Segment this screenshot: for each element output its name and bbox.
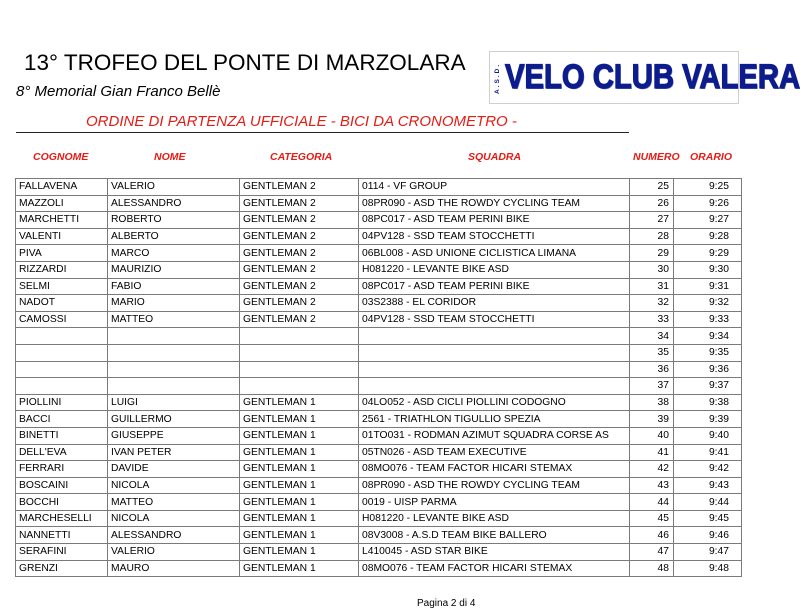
cell-numero: 34 <box>630 328 674 345</box>
cell-orario: 9:42 <box>674 461 742 478</box>
cell-orario: 9:34 <box>674 328 742 345</box>
cell-categoria: GENTLEMAN 1 <box>240 427 359 444</box>
cell-numero: 26 <box>630 195 674 212</box>
table-row <box>16 361 742 378</box>
col-header-nome: NOME <box>154 151 186 163</box>
cell-categoria <box>240 361 359 378</box>
cell-squadra: 08MO076 - TEAM FACTOR HICARI STEMAX <box>359 560 630 577</box>
cell-orario: 9:45 <box>674 510 742 527</box>
cell-squadra: 08PR090 - ASD THE ROWDY CYCLING TEAM <box>359 195 630 212</box>
cell-orario: 9:41 <box>674 444 742 461</box>
cell-nome: ALBERTO <box>108 228 240 245</box>
cell-nome: ALESSANDRO <box>108 527 240 544</box>
cell-numero: 25 <box>630 179 674 196</box>
cell-squadra: 05TN026 - ASD TEAM EXECUTIVE <box>359 444 630 461</box>
cell-cognome: BOCCHI <box>16 494 108 511</box>
cell-categoria: GENTLEMAN 1 <box>240 461 359 478</box>
cell-nome: NICOLA <box>108 510 240 527</box>
cell-categoria: GENTLEMAN 1 <box>240 527 359 544</box>
cell-numero: 37 <box>630 378 674 395</box>
table-row <box>16 394 742 411</box>
cell-numero: 27 <box>630 212 674 229</box>
cell-squadra: H081220 - LEVANTE BIKE ASD <box>359 510 630 527</box>
cell-categoria: GENTLEMAN 2 <box>240 311 359 328</box>
cell-numero: 44 <box>630 494 674 511</box>
cell-categoria <box>240 344 359 361</box>
cell-numero: 39 <box>630 411 674 428</box>
table-row <box>16 527 742 544</box>
cell-nome: MATTEO <box>108 311 240 328</box>
cell-numero: 28 <box>630 228 674 245</box>
table-row <box>16 378 742 395</box>
cell-orario: 9:35 <box>674 344 742 361</box>
table-row <box>16 544 742 561</box>
table-row <box>16 195 742 212</box>
cell-cognome: NANNETTI <box>16 527 108 544</box>
table-row <box>16 278 742 295</box>
cell-cognome: GRENZI <box>16 560 108 577</box>
cell-cognome: NADOT <box>16 295 108 312</box>
cell-nome: FABIO <box>108 278 240 295</box>
cell-nome <box>108 328 240 345</box>
cell-orario: 9:39 <box>674 411 742 428</box>
cell-orario: 9:33 <box>674 311 742 328</box>
cell-squadra: 08MO076 - TEAM FACTOR HICARI STEMAX <box>359 461 630 478</box>
table-row <box>16 477 742 494</box>
cell-cognome: RIZZARDI <box>16 261 108 278</box>
cell-cognome: BINETTI <box>16 427 108 444</box>
cell-cognome: BOSCAINI <box>16 477 108 494</box>
cell-nome: MAURIZIO <box>108 261 240 278</box>
logo-text: VELO CLUB VALERA <box>505 58 800 96</box>
cell-nome: MARCO <box>108 245 240 262</box>
start-list-body <box>16 179 742 577</box>
cell-numero: 41 <box>630 444 674 461</box>
col-header-cognome: COGNOME <box>33 151 89 163</box>
cell-categoria: GENTLEMAN 1 <box>240 411 359 428</box>
cell-orario: 9:46 <box>674 527 742 544</box>
cell-squadra: 04LO052 - ASD CICLI PIOLLINI CODOGNO <box>359 394 630 411</box>
cell-cognome: CAMOSSI <box>16 311 108 328</box>
cell-categoria: GENTLEMAN 1 <box>240 560 359 577</box>
table-row <box>16 444 742 461</box>
cell-cognome <box>16 344 108 361</box>
cell-squadra: 08PC017 - ASD TEAM PERINI BIKE <box>359 212 630 229</box>
cell-nome: ROBERTO <box>108 212 240 229</box>
cell-nome <box>108 361 240 378</box>
cell-numero: 45 <box>630 510 674 527</box>
cell-squadra: L410045 - ASD STAR BIKE <box>359 544 630 561</box>
cell-nome: MAURO <box>108 560 240 577</box>
cell-categoria <box>240 328 359 345</box>
cell-nome: LUIGI <box>108 394 240 411</box>
cell-orario: 9:43 <box>674 477 742 494</box>
logo-asd-label: A.S.D. <box>494 62 501 94</box>
cell-nome: GUILLERMO <box>108 411 240 428</box>
cell-cognome <box>16 328 108 345</box>
cell-numero: 47 <box>630 544 674 561</box>
cell-nome: ALESSANDRO <box>108 195 240 212</box>
cell-nome: MARIO <box>108 295 240 312</box>
cell-nome: GIUSEPPE <box>108 427 240 444</box>
table-row <box>16 245 742 262</box>
cell-categoria: GENTLEMAN 2 <box>240 295 359 312</box>
table-row <box>16 311 742 328</box>
col-header-orario: ORARIO <box>690 151 732 163</box>
cell-numero: 31 <box>630 278 674 295</box>
page-subtitle: 8° Memorial Gian Franco Bellè <box>16 83 221 100</box>
cell-cognome: VALENTI <box>16 228 108 245</box>
cell-squadra <box>359 361 630 378</box>
cell-numero: 29 <box>630 245 674 262</box>
table-row <box>16 411 742 428</box>
col-header-squadra: SQUADRA <box>468 151 522 163</box>
cell-cognome: DELL'EVA <box>16 444 108 461</box>
cell-squadra: 03S2388 - EL CORIDOR <box>359 295 630 312</box>
cell-cognome <box>16 378 108 395</box>
cell-squadra: 08V3008 - A.S.D TEAM BIKE BALLERO <box>359 527 630 544</box>
cell-categoria: GENTLEMAN 1 <box>240 510 359 527</box>
cell-squadra: 08PC017 - ASD TEAM PERINI BIKE <box>359 278 630 295</box>
cell-cognome <box>16 361 108 378</box>
cell-cognome: FERRARI <box>16 461 108 478</box>
cell-orario: 9:31 <box>674 278 742 295</box>
table-row <box>16 261 742 278</box>
cell-nome: VALERIO <box>108 179 240 196</box>
cell-orario: 9:48 <box>674 560 742 577</box>
cell-cognome: MAZZOLI <box>16 195 108 212</box>
cell-orario: 9:38 <box>674 394 742 411</box>
cell-orario: 9:36 <box>674 361 742 378</box>
table-row <box>16 212 742 229</box>
cell-nome <box>108 344 240 361</box>
cell-numero: 30 <box>630 261 674 278</box>
cell-numero: 43 <box>630 477 674 494</box>
start-list-table <box>15 178 742 577</box>
page-number: Pagina 2 di 4 <box>417 598 476 609</box>
cell-cognome: PIVA <box>16 245 108 262</box>
cell-squadra <box>359 328 630 345</box>
table-row <box>16 328 742 345</box>
cell-squadra: 08PR090 - ASD THE ROWDY CYCLING TEAM <box>359 477 630 494</box>
cell-categoria: GENTLEMAN 2 <box>240 228 359 245</box>
cell-categoria: GENTLEMAN 1 <box>240 494 359 511</box>
cell-squadra <box>359 344 630 361</box>
cell-orario: 9:47 <box>674 544 742 561</box>
cell-orario: 9:29 <box>674 245 742 262</box>
cell-numero: 35 <box>630 344 674 361</box>
heading-underline <box>16 132 629 133</box>
cell-cognome: SELMI <box>16 278 108 295</box>
cell-cognome: PIOLLINI <box>16 394 108 411</box>
table-row <box>16 510 742 527</box>
cell-categoria: GENTLEMAN 1 <box>240 477 359 494</box>
col-header-categoria: CATEGORIA <box>270 151 333 163</box>
cell-squadra <box>359 378 630 395</box>
table-row <box>16 179 742 196</box>
cell-categoria: GENTLEMAN 2 <box>240 245 359 262</box>
cell-orario: 9:40 <box>674 427 742 444</box>
cell-categoria: GENTLEMAN 2 <box>240 179 359 196</box>
cell-orario: 9:26 <box>674 195 742 212</box>
table-row <box>16 344 742 361</box>
cell-squadra: H081220 - LEVANTE BIKE ASD <box>359 261 630 278</box>
page-title: 13° TROFEO DEL PONTE DI MARZOLARA <box>24 50 466 75</box>
cell-categoria: GENTLEMAN 2 <box>240 278 359 295</box>
cell-cognome: MARCHETTI <box>16 212 108 229</box>
table-row <box>16 461 742 478</box>
cell-cognome: SERAFINI <box>16 544 108 561</box>
cell-numero: 33 <box>630 311 674 328</box>
cell-categoria: GENTLEMAN 1 <box>240 394 359 411</box>
cell-orario: 9:27 <box>674 212 742 229</box>
table-row <box>16 228 742 245</box>
cell-orario: 9:25 <box>674 179 742 196</box>
velo-club-valera-logo <box>489 51 800 104</box>
cell-nome: MATTEO <box>108 494 240 511</box>
cell-orario: 9:44 <box>674 494 742 511</box>
cell-categoria: GENTLEMAN 2 <box>240 195 359 212</box>
cell-orario: 9:30 <box>674 261 742 278</box>
cell-squadra: 2561 - TRIATHLON TIGULLIO SPEZIA <box>359 411 630 428</box>
cell-orario: 9:32 <box>674 295 742 312</box>
cell-categoria: GENTLEMAN 2 <box>240 212 359 229</box>
cell-numero: 32 <box>630 295 674 312</box>
cell-squadra: 04PV128 - SSD TEAM STOCCHETTI <box>359 311 630 328</box>
cell-orario: 9:28 <box>674 228 742 245</box>
table-row <box>16 494 742 511</box>
cell-categoria: GENTLEMAN 2 <box>240 261 359 278</box>
cell-nome: NICOLA <box>108 477 240 494</box>
start-order-heading: ORDINE DI PARTENZA UFFICIALE - BICI DA CRONOMETRO - <box>86 113 517 130</box>
cell-cognome: MARCHESELLI <box>16 510 108 527</box>
table-row <box>16 295 742 312</box>
cell-cognome: FALLAVENA <box>16 179 108 196</box>
cell-nome <box>108 378 240 395</box>
cell-categoria <box>240 378 359 395</box>
cell-nome: DAVIDE <box>108 461 240 478</box>
cell-categoria: GENTLEMAN 1 <box>240 444 359 461</box>
cell-numero: 46 <box>630 527 674 544</box>
cell-squadra: 01TO031 - RODMAN AZIMUT SQUADRA CORSE AS <box>359 427 630 444</box>
table-row <box>16 560 742 577</box>
cell-squadra: 0114 - VF GROUP <box>359 179 630 196</box>
cell-squadra: 0019 - UISP PARMA <box>359 494 630 511</box>
cell-numero: 48 <box>630 560 674 577</box>
cell-nome: VALERIO <box>108 544 240 561</box>
cell-squadra: 04PV128 - SSD TEAM STOCCHETTI <box>359 228 630 245</box>
cell-numero: 40 <box>630 427 674 444</box>
col-header-numero: NUMERO <box>633 151 680 163</box>
cell-nome: IVAN PETER <box>108 444 240 461</box>
cell-categoria: GENTLEMAN 1 <box>240 544 359 561</box>
cell-numero: 42 <box>630 461 674 478</box>
cell-numero: 38 <box>630 394 674 411</box>
cell-numero: 36 <box>630 361 674 378</box>
cell-squadra: 06BL008 - ASD UNIONE CICLISTICA LIMANA <box>359 245 630 262</box>
cell-orario: 9:37 <box>674 378 742 395</box>
table-row <box>16 427 742 444</box>
cell-cognome: BACCI <box>16 411 108 428</box>
